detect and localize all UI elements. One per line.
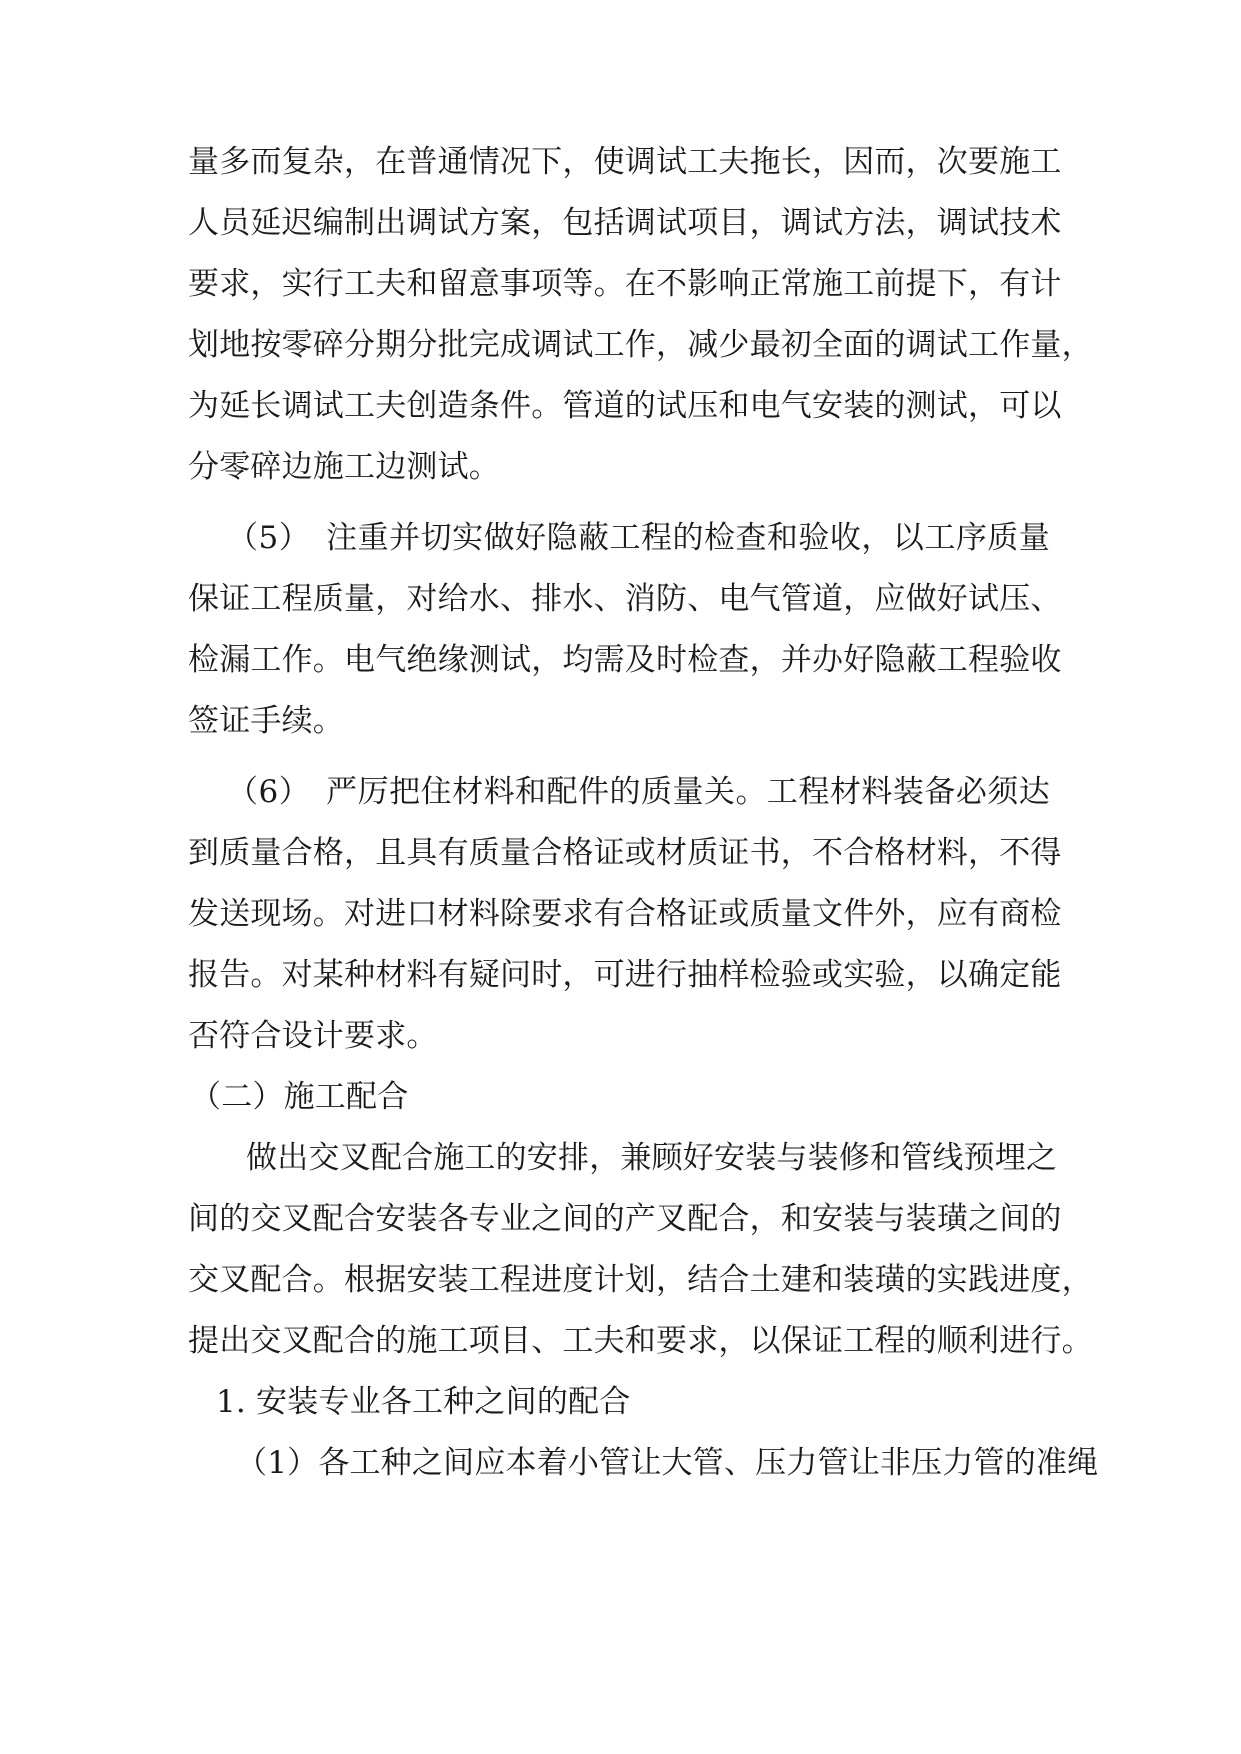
text-line: 保证工程质量，对给水、排水、消防、电气管道，应做好试压、 (188, 581, 1062, 617)
text-line: 报告。对某种材料有疑问时，可进行抽样检验或实验，以确定能 (188, 957, 1062, 993)
text-line: （1）各工种之间应本着小管让大管、压力管让非压力管的准绳 (236, 1445, 1099, 1481)
text-line: 交叉配合。根据安装工程进度计划，结合土建和装璜的实践进度， (188, 1262, 1093, 1298)
subsection-heading: 1. 安装专业各工种之间的配合 (216, 1384, 631, 1420)
text-line: 要求，实行工夫和留意事项等。在不影响正常施工前提下，有计 (188, 266, 1062, 302)
text-line: （6） 严厉把住材料和配件的质量关。工程材料装备必须达 (227, 774, 1050, 810)
text-line: 到质量合格，且具有质量合格证或材质证书，不合格材料，不得 (188, 835, 1062, 871)
text-line: 间的交叉配合安装各专业之间的产叉配合，和安装与装璜之间的 (188, 1201, 1062, 1237)
text-line: 为延长调试工夫创造条件。管道的试压和电气安装的测试，可以 (188, 388, 1062, 424)
section-heading: （二）施工配合 (190, 1079, 409, 1115)
text-line: 分零碎边施工边测试。 (188, 449, 500, 485)
text-line: 检漏工作。电气绝缘测试，均需及时检查，并办好隐蔽工程验收 (188, 642, 1062, 678)
text-line: 提出交叉配合的施工项目、工夫和要求，以保证工程的顺利进行。 (188, 1323, 1093, 1359)
text-line: （5） 注重并切实做好隐蔽工程的检查和验收，以工序质量 (227, 520, 1050, 556)
text-line: 否符合设计要求。 (188, 1018, 438, 1054)
text-line: 量多而复杂，在普通情况下，使调试工夫拖长，因而，次要施工 (188, 144, 1062, 180)
text-line: 发送现场。对进口材料除要求有合格证或质量文件外，应有商检 (188, 896, 1062, 932)
text-line: 划地按零碎分期分批完成调试工作，减少最初全面的调试工作量， (188, 327, 1093, 363)
text-line: 做出交叉配合施工的安排，兼顾好安装与装修和管线预埋之 (246, 1140, 1058, 1176)
text-line: 签证手续。 (188, 703, 344, 739)
text-line: 人员延迟编制出调试方案，包括调试项目，调试方法，调试技术 (188, 205, 1062, 241)
